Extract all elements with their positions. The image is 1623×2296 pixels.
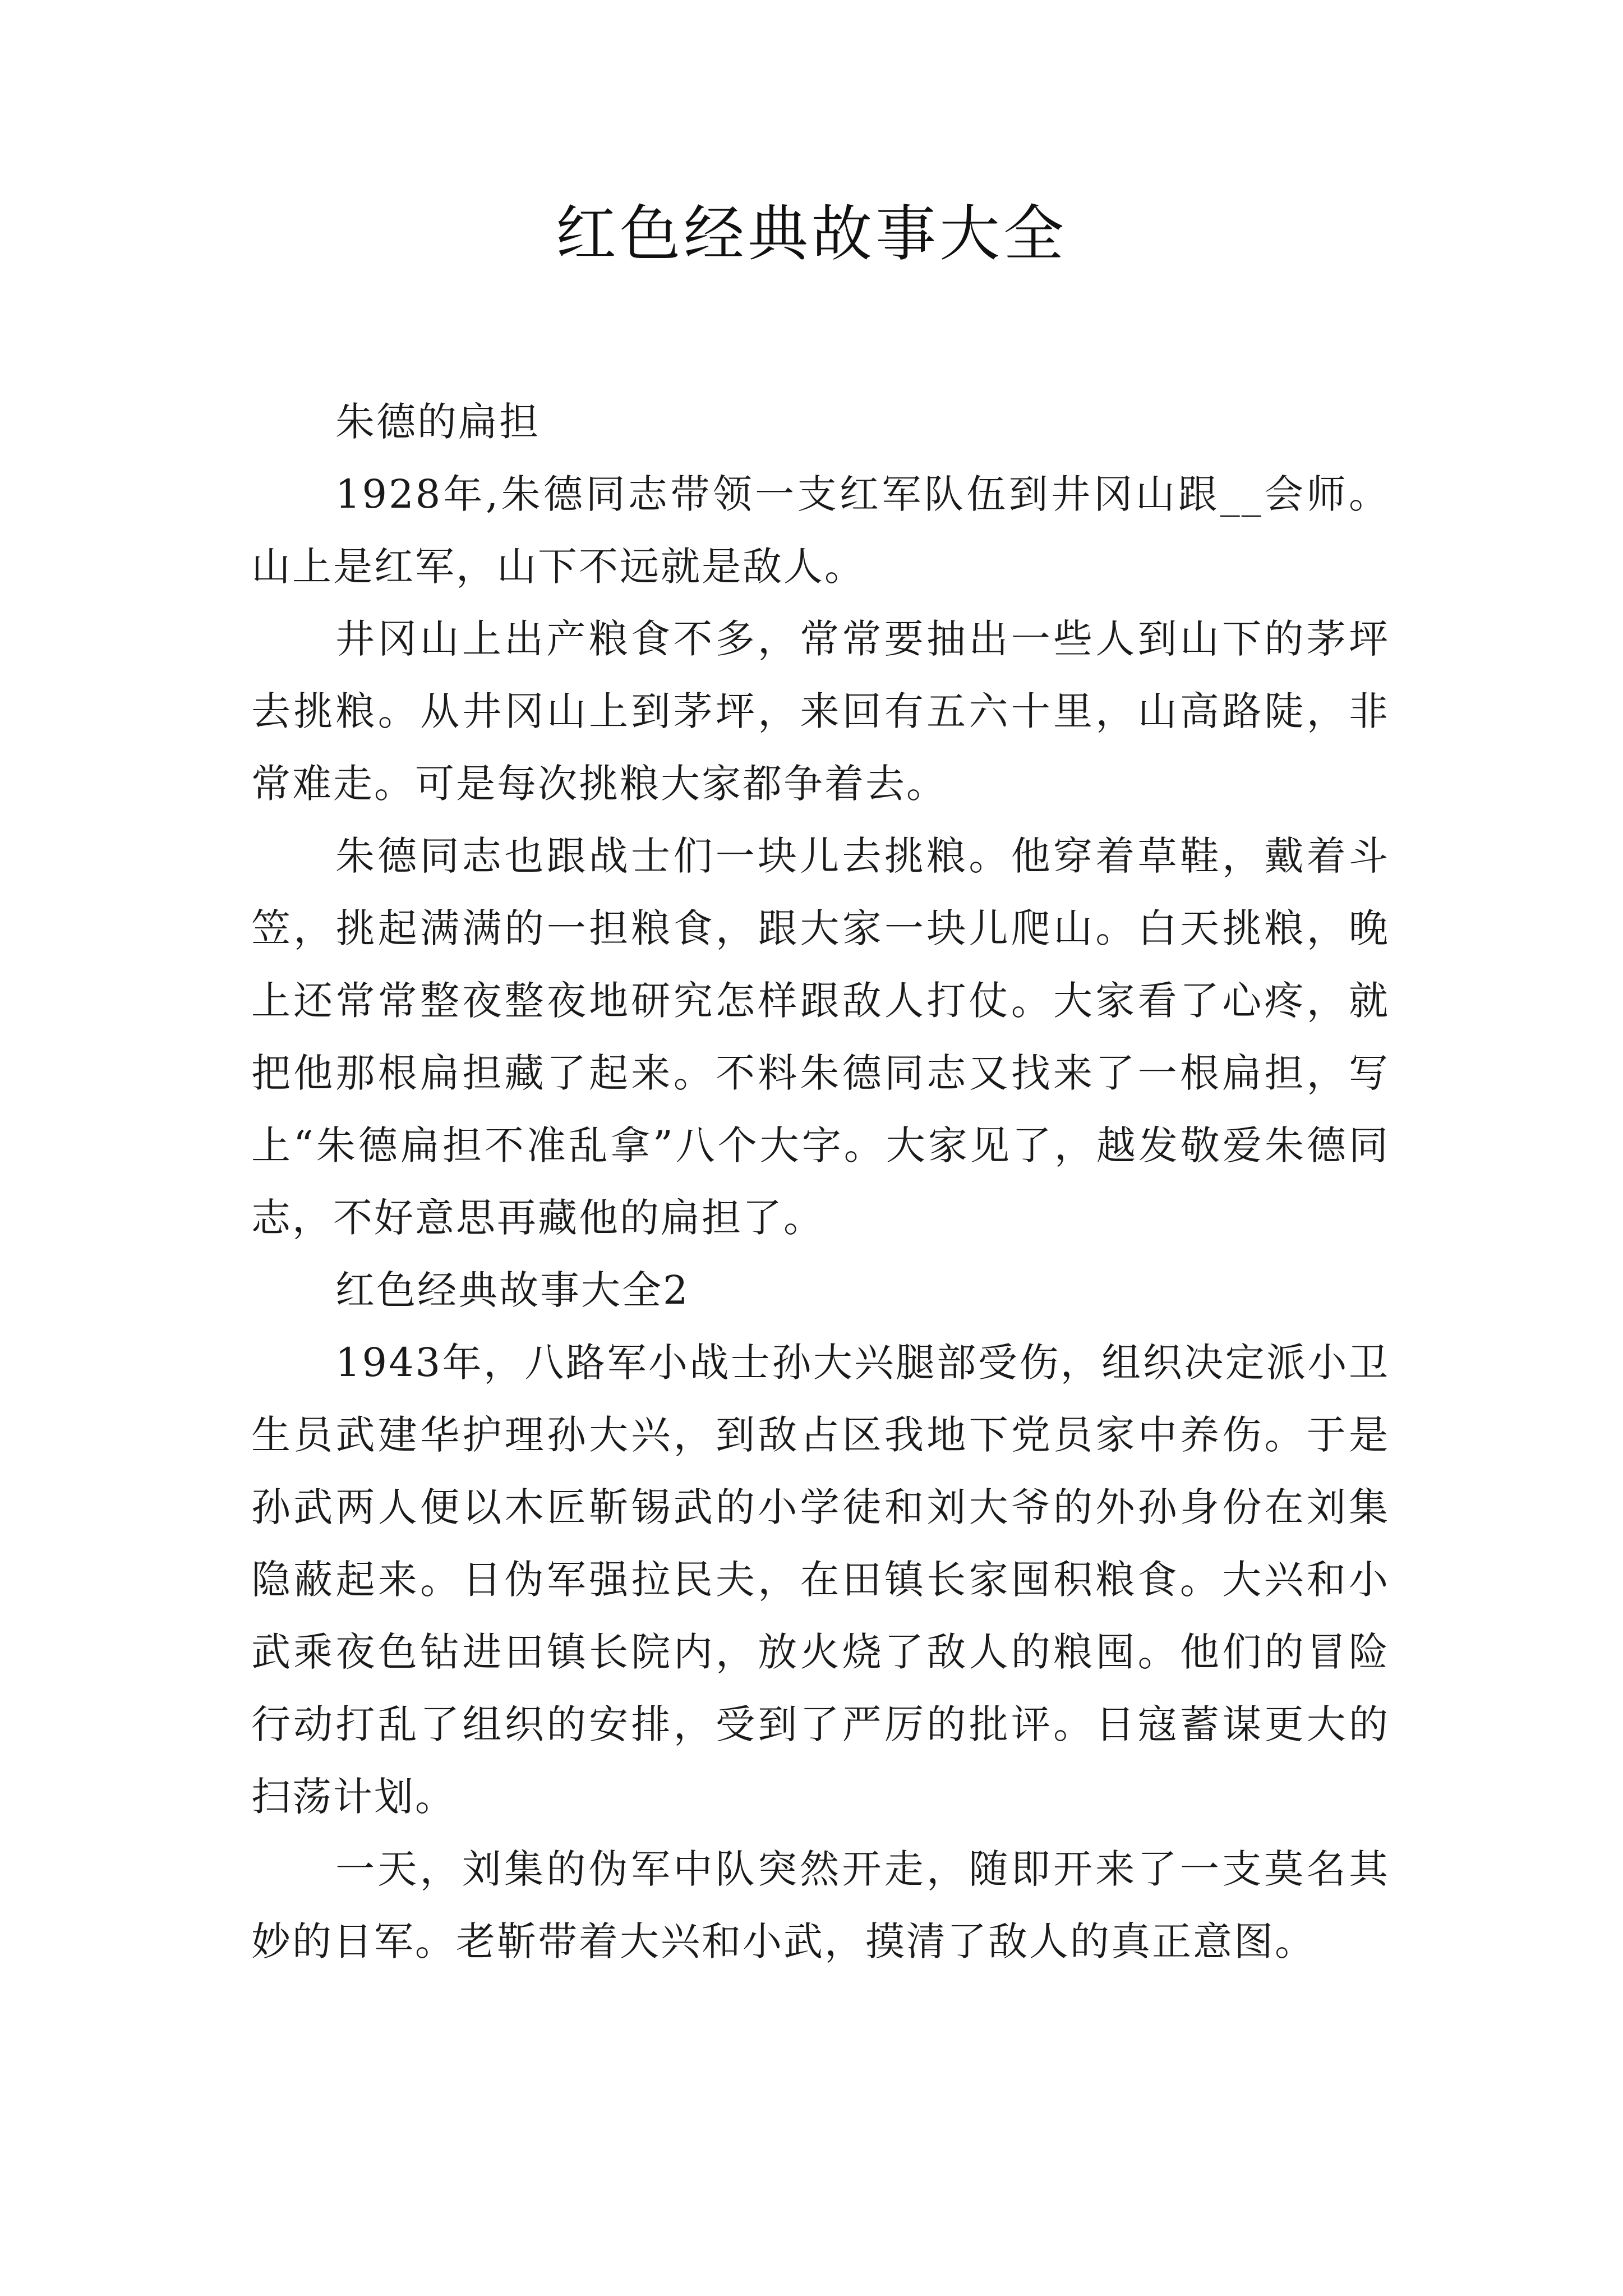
paragraph: 1928年,朱德同志带领一支红军队伍到井冈山跟__会师。山上是红军，山下不远就是敌人。 (251, 471, 1390, 590)
paragraph: 一天，刘集的伪军中队突然开走，随即开来了一支莫名其妙的日军。老靳带着大兴和小武，摸清了敌人的真正意图。 (251, 1846, 1390, 1964)
document-title: 红色经典故事大全 (555, 199, 1067, 269)
paragraph: 1943年，八路军小战士孙大兴腿部受伤，组织决定派小卫生员武建华护理孙大兴，到敌占区我地下党员家中养伤。于是孙武两人便以木匠靳锡武的小学徒和刘大爷的外孙身份在刘集隐蔽起来。日伪军强拉民夫，在田镇长家囤积粮食。大兴和小武乘夜色钻进田镇长院内，放火烧了敌人的粮囤。他们的冒险行动打乱了组织的安排，受到了严厉的批评。日寇蓄谋更大的扫荡计划。 (251, 1340, 1390, 1820)
document-body (251, 386, 1390, 1978)
paragraph: 红色经典故事大全2 (335, 1267, 690, 1313)
paragraph: 朱德的扁担 (335, 399, 540, 445)
paragraph: 井冈山上出产粮食不多，常常要抽出一些人到山下的茅坪去挑粮。从井冈山上到茅坪，来回有五六十里，山高路陡，非常难走。可是每次挑粮大家都争着去。 (251, 616, 1390, 807)
paragraph: 朱德同志也跟战士们一块儿去挑粮。他穿着草鞋，戴着斗笠，挑起满满的一担粮食，跟大家一块儿爬山。白天挑粮，晚上还常常整夜整夜地研究怎样跟敌人打仗。大家看了心疼，就把他那根扁担藏了起来。不料朱德同志又找来了一根扁担，写上“朱德扁担不准乱拿”八个大字。大家见了，越发敬爱朱德同志，不好意思再藏他的扁担了。 (251, 833, 1390, 1241)
